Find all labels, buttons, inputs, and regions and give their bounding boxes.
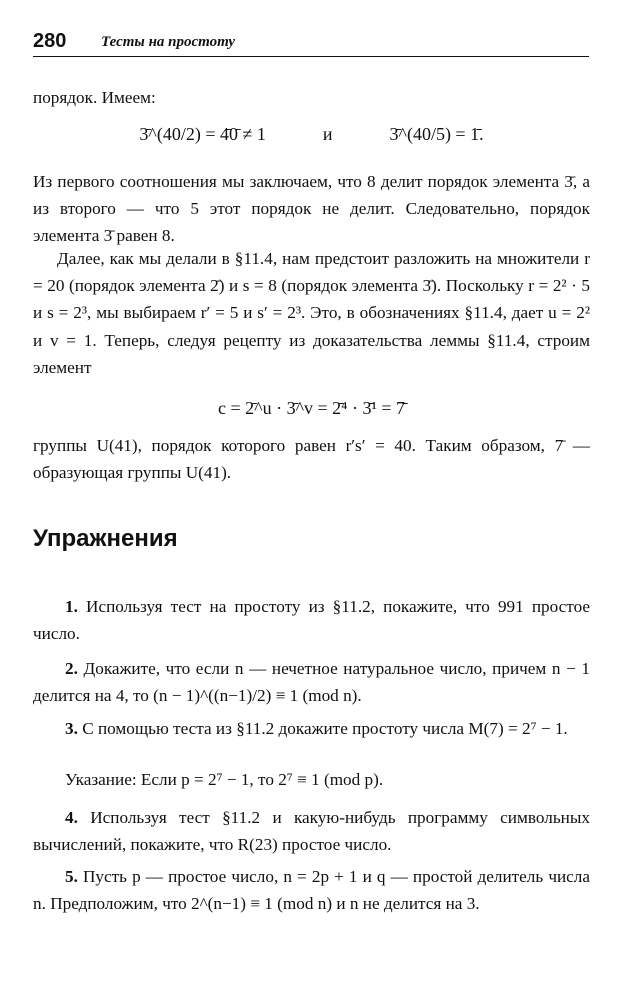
equation-2: c = 2̄^u · 3̄^v = 2̄⁴ · 3̄¹ = 7̄ [218, 398, 405, 418]
exercise-text: Докажите, что если n — нечетное натуральное число, причем n − 1 делится на 4, то (n − 1)^((n−1)/2) ≡ 1 (mod n). [33, 659, 591, 706]
paragraph-3: группы U(41), порядок которого равен r′s′ = 40. Таким образом, 7̄ — образующая группы U(41). [33, 436, 590, 483]
paragraph-1: Из первого соотношения мы заключаем, что 8 делит порядок элемента 3̄, а из второго — что 5 этот порядок не делит. Следовательно, порядок элемента 3̄ равен 8. [33, 172, 590, 246]
exercise-3 [33, 715, 590, 742]
equation-1 [33, 124, 590, 145]
exercise-text: Используя тест §11.2 и какую-нибудь программу символьных вычислений, покажите, что R(23) простое число. [33, 808, 590, 855]
exercise-4 [33, 804, 590, 858]
exercise-text: Пусть p — простое число, n = 2p + 1 и q — простой делитель числа n. Предположим, что 2^(n−1) ≡ 1 (mod n) и n не делится на 3. [33, 867, 590, 914]
page-number: 280 [33, 30, 67, 52]
exercise-3-hint: Указание: Если p = 2⁷ − 1, то 2⁷ ≡ 1 (mod p). [65, 770, 384, 789]
exercise-1 [33, 593, 590, 647]
exercise-number: 5. [65, 867, 78, 886]
exercise-number: 2. [65, 659, 78, 678]
running-title: Тесты на простоту [101, 34, 236, 50]
intro-line: порядок. Имеем: [33, 88, 156, 107]
exercise-text: Используя тест на простоту из §11.2, покажите, что 991 простое число. [33, 597, 591, 644]
equation-1-right: 3̄^(40/5) = 1̄. [389, 124, 484, 144]
section-heading: Упражнения [33, 525, 178, 552]
exercise-2 [33, 655, 590, 709]
exercise-number: 1. [65, 597, 78, 616]
exercise-number: 4. [65, 808, 78, 827]
exercise-text: С помощью теста из §11.2 докажите простоту числа M(7) = 2⁷ − 1. [82, 719, 568, 738]
exercise-number: 3. [65, 719, 78, 738]
exercise-5 [33, 863, 590, 917]
equation-conjunction: и [322, 124, 333, 144]
equation-1-left: 3̄^(40/2) = 4̄0̄ ≠ 1 [139, 124, 266, 144]
paragraph-2: Далее, как мы делали в §11.4, нам предстоит разложить на множители r = 20 (порядок элемента 2̄) и s = 8 (порядок элемента 3̄). Поскольку r = 2² · 5 и s = 2³, мы выбираем r′ = 5 и s′ = 2³. Это, в обозначениях §11.4, дает u = 2² и v = 1. Теперь, следуя рецепту из доказательства леммы §11.4, строим элемент [33, 249, 590, 377]
page-header [33, 30, 589, 57]
